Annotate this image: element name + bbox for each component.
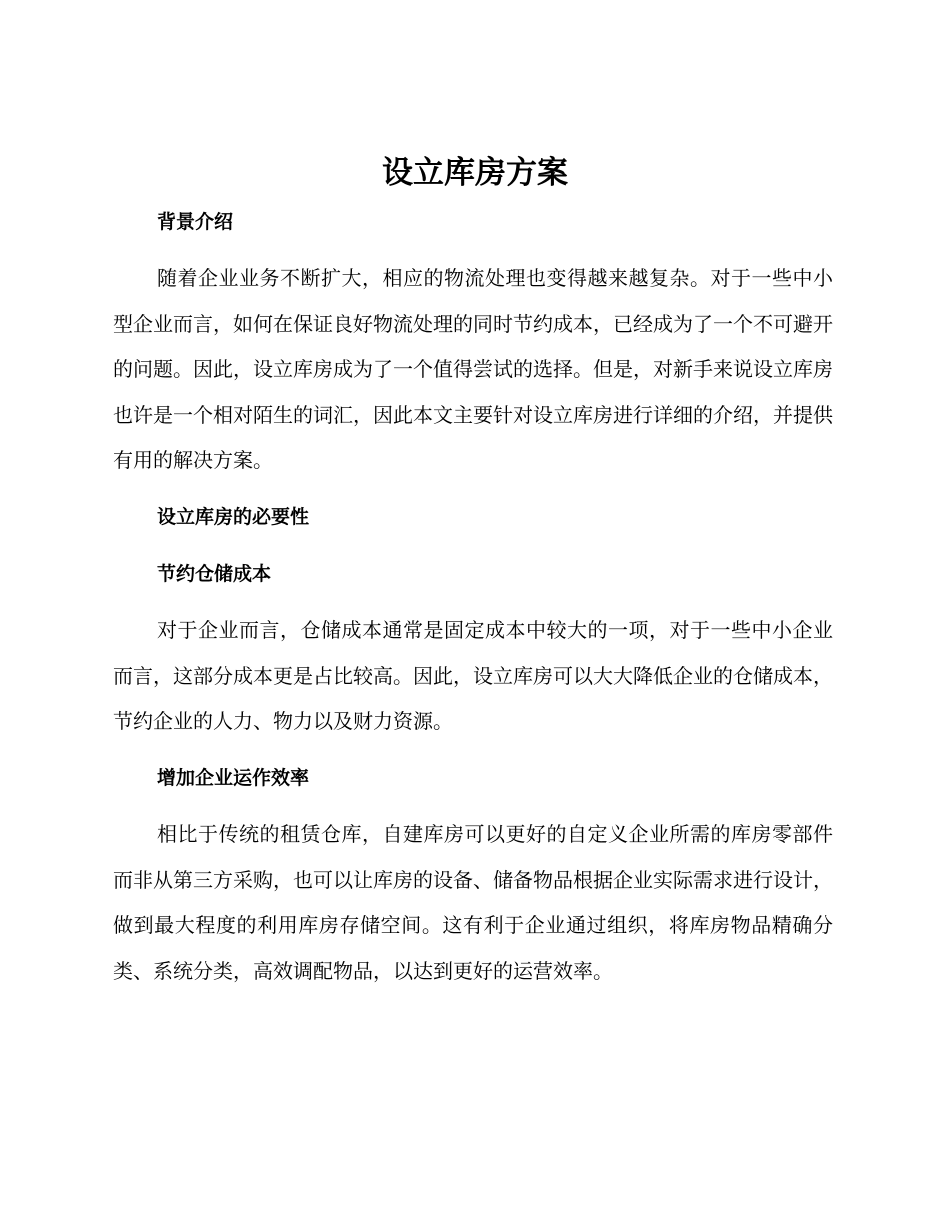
subsection-paragraph-operational-efficiency: 相比于传统的租赁仓库，自建库房可以更好的自定义企业所需的库房零部件而非从第三方采购，也可以让库房的设备、储备物品根据企业实际需求进行设计，做到最大程度的利用库房存储空间。这有利于企业通过组织，将库房物品精确分类、系统分类，高效调配物品，以达到更好的运营效率。 xyxy=(113,822,833,983)
document-title: 设立库房方案 xyxy=(382,155,568,191)
section-heading-necessity: 设立库房的必要性 xyxy=(157,506,310,528)
section-heading-background: 背景介绍 xyxy=(157,211,234,233)
subsection-heading-operational-efficiency: 增加企业运作效率 xyxy=(157,767,310,789)
section-paragraph-background: 随着企业业务不断扩大，相应的物流处理也变得越来越复杂。对于一些中小型企业而言，如何在保证良好物流处理的同时节约成本，已经成为了一个不可避开的问题。因此，设立库房成为了一个值得尝试的选择。但是，对新手来说设立库房也许是一个相对陌生的词汇，因此本文主要针对设立库房进行详细的介绍，并提供有用的解决方案。 xyxy=(113,266,833,472)
subsection-heading-save-storage-cost: 节约仓储成本 xyxy=(157,563,272,585)
subsection-paragraph-save-storage-cost: 对于企业而言，仓储成本通常是固定成本中较大的一项，对于一些中小企业而言，这部分成本更是占比较高。因此，设立库房可以大大降低企业的仓储成本，节约企业的人力、物力以及财力资源。 xyxy=(113,618,833,733)
